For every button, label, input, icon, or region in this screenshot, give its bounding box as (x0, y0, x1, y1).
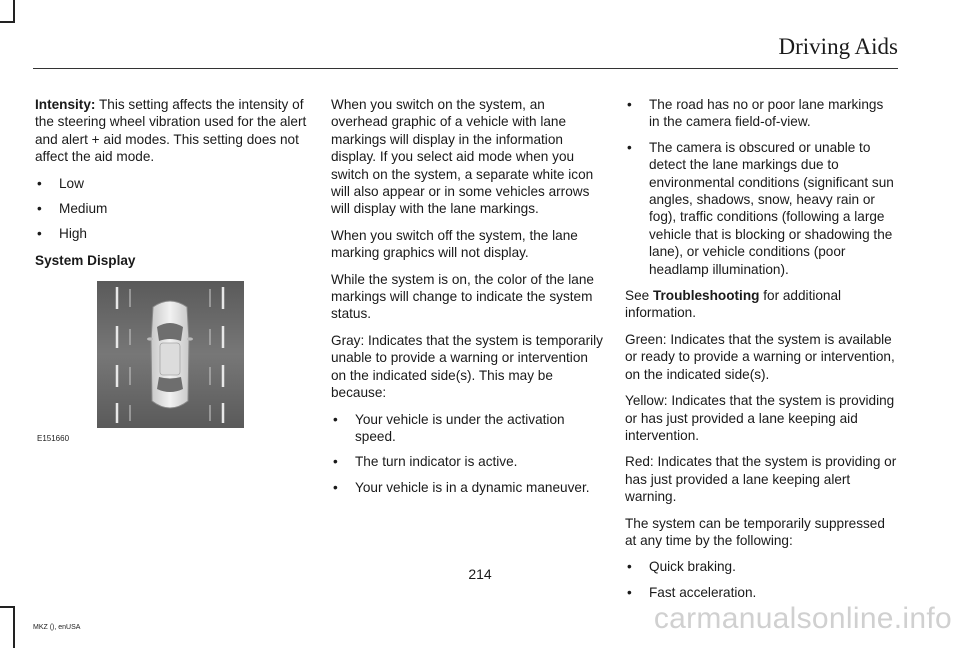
paragraph: Gray: Indicates that the system is temporarily unable to provide a warning or intervention on the indicated side(s). This may be because: (331, 332, 603, 401)
page-title: Driving Aids (778, 34, 898, 59)
section-heading: System Display (35, 252, 136, 268)
column-3 (625, 96, 897, 610)
gray-reasons-list (331, 411, 604, 497)
header-divider (33, 68, 898, 69)
footer-doc-code: MKZ (), enUSA (33, 624, 81, 631)
crop-mark-bottom-left (0, 606, 15, 648)
watermark: carmanualsonline.info (653, 602, 952, 635)
list-item: • The turn indicator is active. (331, 453, 604, 470)
gray-reasons-list-continued (625, 96, 897, 278)
crop-mark-top-left (0, 0, 15, 23)
list-item: • Low (35, 175, 307, 192)
page-number: 214 (468, 566, 492, 582)
paragraph: Red: Indicates that the system is providing or has just provided a lane keeping alert warning. (625, 454, 897, 505)
paragraph: While the system is on, the color of the lane markings will change to indicate the system status. (331, 271, 594, 322)
intensity-paragraph (35, 96, 307, 166)
paragraph: The system can be temporarily suppressed at any time by the following: (625, 515, 885, 548)
column-1 (35, 96, 307, 447)
list-item: • The road has no or poor lane markings in the camera field-of-view. (625, 96, 897, 131)
list-item: • Your vehicle is under the activation speed. (331, 411, 604, 446)
list-item: • High (35, 225, 307, 242)
column-2 (331, 96, 604, 505)
paragraph: When you switch off the system, the lane marking graphics will not display. (331, 227, 578, 261)
see-troubleshooting: See Troubleshooting for additional information. (625, 288, 842, 321)
figure-code: E151660 (37, 433, 70, 443)
list-item: • The camera is obscured or unable to detect the lane markings due to environmental conditions (significant sun angles, shadows, snow, heavy rain or fog), traffic conditions (following a large vehicle that is blocking or shadowing the lane), or vehicle conditions (poor headlamp illumination). (625, 139, 897, 278)
intensity-levels-list (35, 175, 307, 243)
system-display-figure (35, 281, 244, 447)
list-item: • Your vehicle is in a dynamic maneuver. (331, 479, 604, 496)
list-item: • Medium (35, 200, 307, 217)
paragraph: When you switch on the system, an overhead graphic of a vehicle with lane markings will display in the information display. If you select aid mode when you switch on the system, a separate white icon will also appear or in some vehicles arrows will display with the lane markings. (331, 97, 594, 217)
lane-display-graphic (97, 281, 244, 428)
paragraph: Yellow: Indicates that the system is providing or has just provided a lane keeping aid intervention. (625, 393, 895, 443)
list-item: • Fast acceleration. (625, 584, 897, 601)
intensity-label: Intensity: (35, 97, 96, 112)
intensity-text: This setting affects the intensity of the steering wheel vibration used for the alert and alert + aid modes. This setting does not affect the aid mode. (35, 97, 307, 165)
list-item: • Quick braking. (625, 558, 897, 575)
troubleshooting-link[interactable]: Troubleshooting (652, 288, 760, 304)
paragraph: Green: Indicates that the system is available or ready to provide a warning or intervention, on the indicated side(s). (625, 331, 895, 382)
